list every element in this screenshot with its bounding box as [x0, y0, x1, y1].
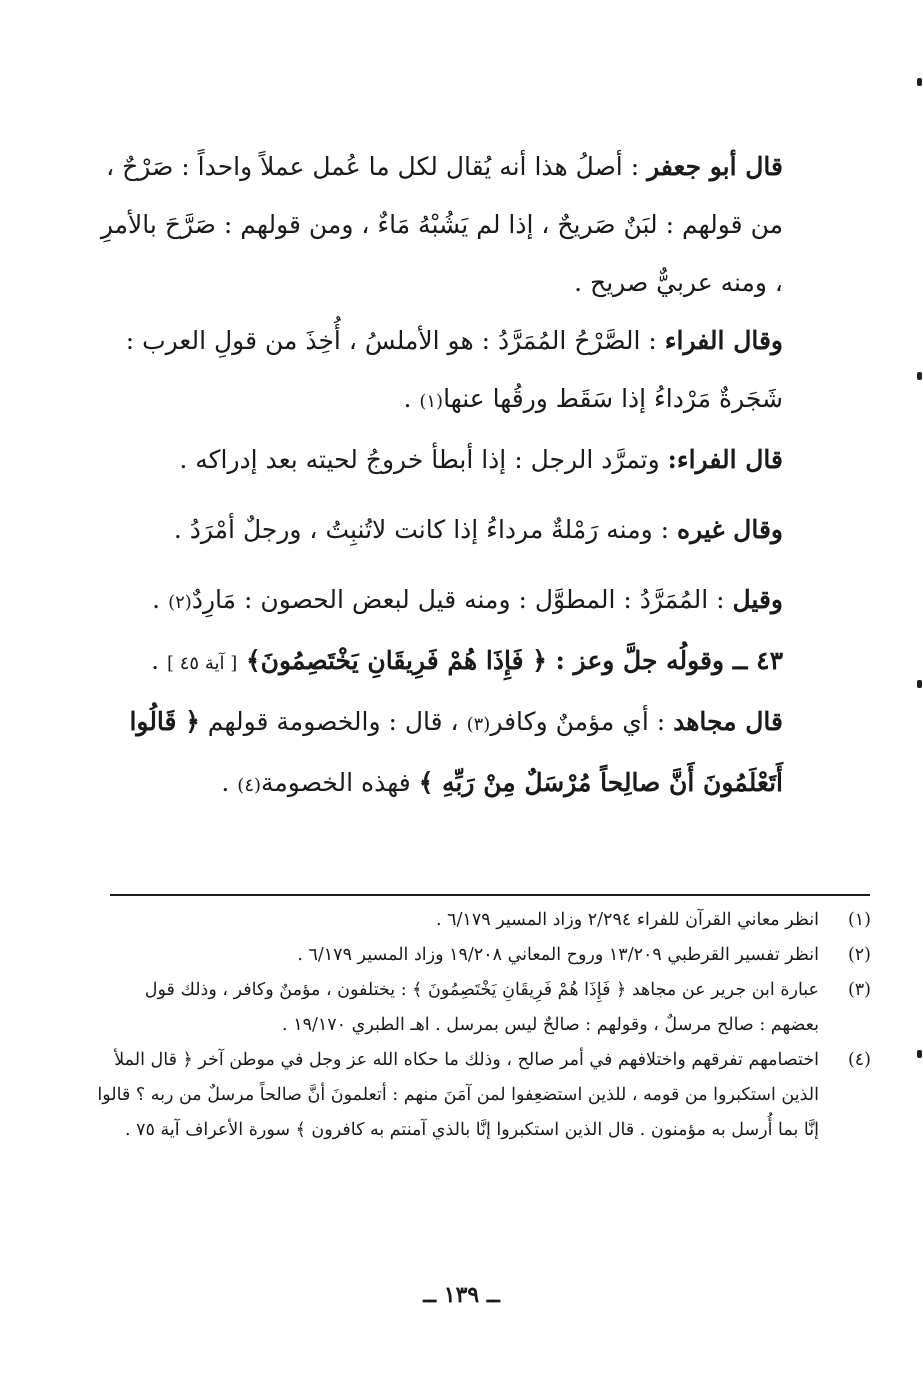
footnote-number: (٣) [847, 980, 871, 1000]
footnote-divider [110, 894, 870, 896]
margin-mark-top [917, 78, 922, 86]
speaker-label: قال أبو جعفر [647, 152, 783, 181]
paragraph-end: . [221, 768, 238, 797]
speaker-label: وقال الفراء [664, 326, 783, 355]
paragraph-text: : المُمَرَّدُ : المطوَّل : ومنه قيل لبعض الحصون : مَارِدٌ [191, 585, 733, 614]
speaker-label: وقال غيره [676, 515, 783, 544]
paragraph-text: ، قال : والخصومة قولهم [199, 707, 467, 736]
footnote-text: انظر تفسير القرطبي ١٣/٢٠٩ وروح المعاني ١٩/٢٠٨ وزاد المسير ٦/١٧٩ . [297, 945, 819, 965]
quran-verse: ﴿ فَإِذَا هُمْ فَرِيقَانِ يَخْتَصِمُونَ﴾ [237, 646, 556, 675]
paragraph-text: : أي مؤمنٌ وكافر [490, 707, 674, 736]
footnote-text: انظر معاني القرآن للفراء ٢/٢٩٤ وزاد المسير ٦/١٧٩ . [436, 910, 819, 930]
footnote-ref: (٢) [168, 592, 192, 613]
paragraph-farra-2 [95, 431, 783, 489]
margin-mark-lower [917, 680, 922, 688]
verse-reference: [ آية ٤٥ ] [167, 653, 238, 674]
quran-verse: ﴿ قَالُوا أَتَعْلَمُونَ أَنَّ صالِحاً مُرْسَلٌ مِنْ رَبِّهِ ﴾ [129, 707, 783, 797]
footnote-text: اختصامهم تفرقهم واختلافهم في أمر صالح ، وذلك ما حكاه الله عز وجل في موطن آخر ﴿ قال الملأ الذين استكبروا من قومه ، للذين استضعِفوا لمن آمَنَ منهم : أتعلمونَ أنَّ صالحاً مرسلٌ من ربه ؟ قالوا إنَّا بما أُرسل به مؤمنون . قال الذين استكبروا إنَّا بالذي آمنتم به كافرون ﴾ سورة الأعراف آية ٧٥ . [97, 1050, 819, 1140]
footnote-ref: (١) [419, 391, 444, 412]
page-number: ــ ١٣٩ ــ [423, 1282, 500, 1308]
footnote-ref: (٤) [237, 775, 262, 796]
paragraph-end: . [403, 384, 420, 413]
margin-mark-middle [917, 372, 922, 380]
paragraph-text: : أصلُ هذا أنه يُقال لكل ما عُمل عملاً واحداً : صَرْحٌ ، من قولهم : لبَنٌ صَريحٌ ، إذا لم يَشُبْهُ مَاءٌ ، ومن قولهم : صَرَّحَ بالأمرِ ، ومنه عربيٌّ صريح . [100, 152, 783, 297]
footnote-text: عبارة ابن جرير عن مجاهد ﴿ فَإِذَا هُمْ فَرِيقَانِ يَخْتَصِمُونَ ﴾ : يختلفون ، مؤمنٌ وكافر ، وذلك قول بعضهم : صالح مرسلٌ ، وقولهم : صالحٌ ليس بمرسل . اهـ الطبري ١٩/١٧٠ . [144, 980, 819, 1035]
paragraph-farra-1 [95, 312, 783, 431]
paragraph-text: : ومنه رَمْلةٌ مرداءُ إذا كانت لاتُنبِتُ ، ورجلٌ أمْرَدُ . [173, 515, 677, 544]
main-text [95, 138, 783, 815]
paragraph-mujahid [95, 693, 783, 815]
footnote-1 [95, 903, 871, 938]
footnote-number: (١) [847, 910, 871, 930]
speaker-label: وقيل [732, 585, 783, 614]
speaker-label: قال الفراء: [667, 445, 783, 474]
footnote-2 [95, 938, 871, 973]
paragraph-end: . [151, 646, 168, 675]
paragraph-others [95, 501, 783, 559]
verse-heading: ٤٣ ــ وقولُه جلَّ وعز : [555, 646, 783, 675]
paragraph-text: : الصَّرْحُ المُمَرَّدُ : هو الأملسُ ، أُخِذَ من قولِ العرب : شَجَرةٌ مَرْداءُ إذا سَقَط ورقُها عنها [125, 326, 783, 413]
footnote-4 [95, 1043, 871, 1148]
paragraph-verse-43 [95, 632, 783, 693]
paragraph-text: فهذه الخصومة [261, 768, 419, 797]
paragraph-end: . [152, 585, 169, 614]
footnote-number: (٢) [847, 945, 871, 965]
footnote-3 [95, 973, 871, 1043]
footnote-ref: (٣) [466, 714, 491, 735]
margin-mark-bottom [917, 1050, 922, 1058]
speaker-label: قال مجاهد [673, 707, 783, 736]
footnote-number: (٤) [847, 1050, 871, 1070]
paragraph-abu-jafar [95, 138, 783, 312]
paragraph-qila [95, 571, 783, 632]
paragraph-text: وتمرَّد الرجل : إذا أبطأ خروجُ لحيته بعد إدراكه . [179, 445, 668, 474]
footnotes [95, 903, 871, 1148]
